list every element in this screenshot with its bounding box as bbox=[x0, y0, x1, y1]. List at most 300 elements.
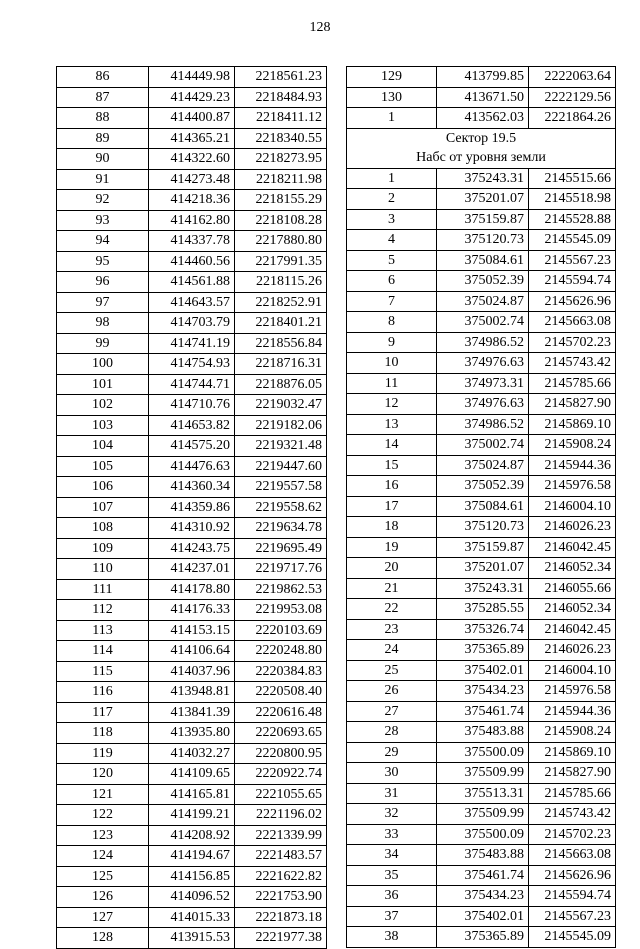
table-row bbox=[57, 661, 327, 682]
x-coordinate: 414310.92 bbox=[149, 518, 235, 539]
table-row bbox=[57, 231, 327, 252]
point-number: 126 bbox=[57, 887, 149, 908]
table-row bbox=[347, 230, 616, 251]
y-coordinate: 2219695.49 bbox=[235, 538, 327, 559]
x-coordinate: 414032.27 bbox=[149, 743, 235, 764]
x-coordinate: 414156.85 bbox=[149, 866, 235, 887]
y-coordinate: 2145944.36 bbox=[529, 455, 616, 476]
y-coordinate: 2145545.09 bbox=[529, 230, 616, 251]
point-number: 91 bbox=[57, 169, 149, 190]
y-coordinate: 2218155.29 bbox=[235, 190, 327, 211]
x-coordinate: 414400.87 bbox=[149, 108, 235, 129]
point-number: 7 bbox=[347, 291, 437, 312]
y-coordinate: 2218484.93 bbox=[235, 87, 327, 108]
table-row bbox=[57, 620, 327, 641]
y-coordinate: 2145626.96 bbox=[529, 865, 616, 886]
table-row bbox=[347, 701, 616, 722]
point-number: 6 bbox=[347, 271, 437, 292]
right-table-body bbox=[347, 67, 616, 948]
y-coordinate: 2145976.58 bbox=[529, 681, 616, 702]
x-coordinate: 414178.80 bbox=[149, 579, 235, 600]
point-number: 26 bbox=[347, 681, 437, 702]
y-coordinate: 2219717.76 bbox=[235, 559, 327, 580]
table-row bbox=[347, 189, 616, 210]
x-coordinate: 414162.80 bbox=[149, 210, 235, 231]
y-coordinate: 2145594.74 bbox=[529, 271, 616, 292]
table-row bbox=[347, 599, 616, 620]
y-coordinate: 2221055.65 bbox=[235, 784, 327, 805]
y-coordinate: 2145743.42 bbox=[529, 804, 616, 825]
y-coordinate: 2146004.10 bbox=[529, 496, 616, 517]
y-coordinate: 2219557.58 bbox=[235, 477, 327, 498]
x-coordinate: 374973.31 bbox=[437, 373, 529, 394]
point-number: 1 bbox=[347, 168, 437, 189]
x-coordinate: 414199.21 bbox=[149, 805, 235, 826]
table-row bbox=[57, 374, 327, 395]
x-coordinate: 375513.31 bbox=[437, 783, 529, 804]
x-coordinate: 414096.52 bbox=[149, 887, 235, 908]
y-coordinate: 2219032.47 bbox=[235, 395, 327, 416]
table-row bbox=[57, 436, 327, 457]
x-coordinate: 414176.33 bbox=[149, 600, 235, 621]
table-row bbox=[347, 517, 616, 538]
table-row bbox=[57, 579, 327, 600]
y-coordinate: 2221196.02 bbox=[235, 805, 327, 826]
table-row bbox=[57, 333, 327, 354]
table-row bbox=[347, 108, 616, 129]
y-coordinate: 2220508.40 bbox=[235, 682, 327, 703]
x-coordinate: 375243.31 bbox=[437, 578, 529, 599]
x-coordinate: 375243.31 bbox=[437, 168, 529, 189]
point-number: 114 bbox=[57, 641, 149, 662]
y-coordinate: 2145908.24 bbox=[529, 435, 616, 456]
table-row bbox=[57, 784, 327, 805]
x-coordinate: 414575.20 bbox=[149, 436, 235, 457]
table-row bbox=[57, 477, 327, 498]
table-row bbox=[57, 764, 327, 785]
point-number: 1 bbox=[347, 108, 437, 129]
table-row bbox=[57, 846, 327, 867]
left-table-body bbox=[57, 67, 327, 949]
point-number: 96 bbox=[57, 272, 149, 293]
y-coordinate: 2146004.10 bbox=[529, 660, 616, 681]
y-coordinate: 2145545.09 bbox=[529, 927, 616, 948]
table-row bbox=[347, 291, 616, 312]
y-coordinate: 2218273.95 bbox=[235, 149, 327, 170]
x-coordinate: 413915.53 bbox=[149, 928, 235, 949]
point-number: 9 bbox=[347, 332, 437, 353]
x-coordinate: 414218.36 bbox=[149, 190, 235, 211]
point-number: 30 bbox=[347, 763, 437, 784]
y-coordinate: 2218401.21 bbox=[235, 313, 327, 334]
y-coordinate: 2145594.74 bbox=[529, 886, 616, 907]
point-number: 97 bbox=[57, 292, 149, 313]
sector-header-row bbox=[347, 148, 616, 168]
point-number: 4 bbox=[347, 230, 437, 251]
x-coordinate: 375434.23 bbox=[437, 681, 529, 702]
y-coordinate: 2220800.95 bbox=[235, 743, 327, 764]
point-number: 3 bbox=[347, 209, 437, 230]
point-number: 15 bbox=[347, 455, 437, 476]
point-number: 118 bbox=[57, 723, 149, 744]
x-coordinate: 375285.55 bbox=[437, 599, 529, 620]
y-coordinate: 2219558.62 bbox=[235, 497, 327, 518]
x-coordinate: 414243.75 bbox=[149, 538, 235, 559]
x-coordinate: 375159.87 bbox=[437, 537, 529, 558]
x-coordinate: 414365.21 bbox=[149, 128, 235, 149]
point-number: 27 bbox=[347, 701, 437, 722]
x-coordinate: 414153.15 bbox=[149, 620, 235, 641]
x-coordinate: 375461.74 bbox=[437, 865, 529, 886]
table-row bbox=[347, 722, 616, 743]
x-coordinate: 414703.79 bbox=[149, 313, 235, 334]
y-coordinate: 2218340.55 bbox=[235, 128, 327, 149]
x-coordinate: 374986.52 bbox=[437, 332, 529, 353]
sector-subtitle: Набс от уровня земли bbox=[347, 148, 616, 168]
x-coordinate: 374976.63 bbox=[437, 353, 529, 374]
y-coordinate: 2218716.31 bbox=[235, 354, 327, 375]
y-coordinate: 2218211.98 bbox=[235, 169, 327, 190]
table-row bbox=[347, 496, 616, 517]
y-coordinate: 2145702.23 bbox=[529, 824, 616, 845]
y-coordinate: 2218411.12 bbox=[235, 108, 327, 129]
y-coordinate: 2145908.24 bbox=[529, 722, 616, 743]
x-coordinate: 375024.87 bbox=[437, 291, 529, 312]
y-coordinate: 2145567.23 bbox=[529, 906, 616, 927]
point-number: 95 bbox=[57, 251, 149, 272]
y-coordinate: 2218556.84 bbox=[235, 333, 327, 354]
x-coordinate: 414037.96 bbox=[149, 661, 235, 682]
x-coordinate: 375500.09 bbox=[437, 824, 529, 845]
table-row bbox=[57, 169, 327, 190]
y-coordinate: 2146042.45 bbox=[529, 619, 616, 640]
y-coordinate: 2146026.23 bbox=[529, 517, 616, 538]
point-number: 121 bbox=[57, 784, 149, 805]
x-coordinate: 414754.93 bbox=[149, 354, 235, 375]
point-number: 18 bbox=[347, 517, 437, 538]
y-coordinate: 2145626.96 bbox=[529, 291, 616, 312]
x-coordinate: 414653.82 bbox=[149, 415, 235, 436]
table-row bbox=[347, 886, 616, 907]
table-row bbox=[57, 87, 327, 108]
point-number: 113 bbox=[57, 620, 149, 641]
y-coordinate: 2219953.08 bbox=[235, 600, 327, 621]
point-number: 108 bbox=[57, 518, 149, 539]
point-number: 32 bbox=[347, 804, 437, 825]
point-number: 17 bbox=[347, 496, 437, 517]
x-coordinate: 375201.07 bbox=[437, 189, 529, 210]
point-number: 16 bbox=[347, 476, 437, 497]
point-number: 14 bbox=[347, 435, 437, 456]
point-number: 106 bbox=[57, 477, 149, 498]
y-coordinate: 2221873.18 bbox=[235, 907, 327, 928]
point-number: 120 bbox=[57, 764, 149, 785]
x-coordinate: 414359.86 bbox=[149, 497, 235, 518]
table-row bbox=[347, 373, 616, 394]
table-row bbox=[347, 87, 616, 108]
table-row bbox=[57, 313, 327, 334]
y-coordinate: 2145515.66 bbox=[529, 168, 616, 189]
table-row bbox=[57, 67, 327, 88]
y-coordinate: 2219321.48 bbox=[235, 436, 327, 457]
x-coordinate: 375326.74 bbox=[437, 619, 529, 640]
y-coordinate: 2145663.08 bbox=[529, 845, 616, 866]
y-coordinate: 2145944.36 bbox=[529, 701, 616, 722]
table-row bbox=[347, 209, 616, 230]
x-coordinate: 414015.33 bbox=[149, 907, 235, 928]
y-coordinate: 2220103.69 bbox=[235, 620, 327, 641]
x-coordinate: 414360.34 bbox=[149, 477, 235, 498]
point-number: 98 bbox=[57, 313, 149, 334]
table-row bbox=[57, 497, 327, 518]
x-coordinate: 414744.71 bbox=[149, 374, 235, 395]
x-coordinate: 375002.74 bbox=[437, 435, 529, 456]
table-row bbox=[57, 641, 327, 662]
table-row bbox=[347, 558, 616, 579]
x-coordinate: 414106.64 bbox=[149, 641, 235, 662]
point-number: 21 bbox=[347, 578, 437, 599]
point-number: 104 bbox=[57, 436, 149, 457]
table-row bbox=[57, 272, 327, 293]
point-number: 129 bbox=[347, 67, 437, 88]
point-number: 11 bbox=[347, 373, 437, 394]
point-number: 28 bbox=[347, 722, 437, 743]
y-coordinate: 2218561.23 bbox=[235, 67, 327, 88]
point-number: 22 bbox=[347, 599, 437, 620]
x-coordinate: 375402.01 bbox=[437, 906, 529, 927]
table-row bbox=[57, 825, 327, 846]
point-number: 125 bbox=[57, 866, 149, 887]
table-row bbox=[347, 906, 616, 927]
table-row bbox=[57, 928, 327, 949]
x-coordinate: 414429.23 bbox=[149, 87, 235, 108]
point-number: 12 bbox=[347, 394, 437, 415]
point-number: 37 bbox=[347, 906, 437, 927]
table-row bbox=[347, 742, 616, 763]
point-number: 25 bbox=[347, 660, 437, 681]
y-coordinate: 2220693.65 bbox=[235, 723, 327, 744]
x-coordinate: 413799.85 bbox=[437, 67, 529, 88]
y-coordinate: 2220248.80 bbox=[235, 641, 327, 662]
point-number: 2 bbox=[347, 189, 437, 210]
point-number: 123 bbox=[57, 825, 149, 846]
y-coordinate: 2146052.34 bbox=[529, 599, 616, 620]
table-row bbox=[57, 518, 327, 539]
table-row bbox=[57, 743, 327, 764]
x-coordinate: 375483.88 bbox=[437, 845, 529, 866]
table-row bbox=[57, 538, 327, 559]
x-coordinate: 414449.98 bbox=[149, 67, 235, 88]
page-number: 128 bbox=[309, 20, 331, 35]
point-number: 5 bbox=[347, 250, 437, 271]
point-number: 31 bbox=[347, 783, 437, 804]
y-coordinate: 2145743.42 bbox=[529, 353, 616, 374]
x-coordinate: 413935.80 bbox=[149, 723, 235, 744]
right-coordinates-table bbox=[346, 66, 616, 948]
table-row bbox=[57, 805, 327, 826]
y-coordinate: 2220922.74 bbox=[235, 764, 327, 785]
table-row bbox=[347, 394, 616, 415]
x-coordinate: 374986.52 bbox=[437, 414, 529, 435]
table-row bbox=[57, 600, 327, 621]
y-coordinate: 2219862.53 bbox=[235, 579, 327, 600]
table-row bbox=[347, 865, 616, 886]
y-coordinate: 2221339.99 bbox=[235, 825, 327, 846]
y-coordinate: 2145663.08 bbox=[529, 312, 616, 333]
y-coordinate: 2222129.56 bbox=[529, 87, 616, 108]
y-coordinate: 2218876.05 bbox=[235, 374, 327, 395]
table-row bbox=[57, 682, 327, 703]
table-row bbox=[57, 251, 327, 272]
y-coordinate: 2220384.83 bbox=[235, 661, 327, 682]
y-coordinate: 2217880.80 bbox=[235, 231, 327, 252]
x-coordinate: 375402.01 bbox=[437, 660, 529, 681]
y-coordinate: 2146055.66 bbox=[529, 578, 616, 599]
x-coordinate: 414165.81 bbox=[149, 784, 235, 805]
point-number: 94 bbox=[57, 231, 149, 252]
y-coordinate: 2145785.66 bbox=[529, 783, 616, 804]
table-row bbox=[57, 456, 327, 477]
x-coordinate: 414741.19 bbox=[149, 333, 235, 354]
table-row bbox=[347, 537, 616, 558]
point-number: 20 bbox=[347, 558, 437, 579]
x-coordinate: 414476.63 bbox=[149, 456, 235, 477]
table-row bbox=[57, 866, 327, 887]
point-number: 34 bbox=[347, 845, 437, 866]
y-coordinate: 2219182.06 bbox=[235, 415, 327, 436]
table-row bbox=[347, 619, 616, 640]
y-coordinate: 2219447.60 bbox=[235, 456, 327, 477]
x-coordinate: 375084.61 bbox=[437, 250, 529, 271]
table-row bbox=[347, 435, 616, 456]
point-number: 128 bbox=[57, 928, 149, 949]
x-coordinate: 375483.88 bbox=[437, 722, 529, 743]
table-row bbox=[347, 455, 616, 476]
x-coordinate: 375461.74 bbox=[437, 701, 529, 722]
sector-header-row bbox=[347, 128, 616, 148]
x-coordinate: 375365.89 bbox=[437, 927, 529, 948]
x-coordinate: 375509.99 bbox=[437, 804, 529, 825]
point-number: 99 bbox=[57, 333, 149, 354]
y-coordinate: 2145827.90 bbox=[529, 394, 616, 415]
table-row bbox=[57, 210, 327, 231]
x-coordinate: 374976.63 bbox=[437, 394, 529, 415]
x-coordinate: 414109.65 bbox=[149, 764, 235, 785]
x-coordinate: 375052.39 bbox=[437, 271, 529, 292]
point-number: 89 bbox=[57, 128, 149, 149]
table-row bbox=[57, 149, 327, 170]
x-coordinate: 414194.67 bbox=[149, 846, 235, 867]
table-row bbox=[57, 559, 327, 580]
x-coordinate: 375434.23 bbox=[437, 886, 529, 907]
x-coordinate: 375084.61 bbox=[437, 496, 529, 517]
y-coordinate: 2145869.10 bbox=[529, 414, 616, 435]
point-number: 36 bbox=[347, 886, 437, 907]
table-row bbox=[347, 168, 616, 189]
table-row bbox=[57, 723, 327, 744]
y-coordinate: 2218252.91 bbox=[235, 292, 327, 313]
point-number: 115 bbox=[57, 661, 149, 682]
x-coordinate: 375159.87 bbox=[437, 209, 529, 230]
x-coordinate: 413841.39 bbox=[149, 702, 235, 723]
x-coordinate: 414208.92 bbox=[149, 825, 235, 846]
point-number: 24 bbox=[347, 640, 437, 661]
point-number: 13 bbox=[347, 414, 437, 435]
y-coordinate: 2145567.23 bbox=[529, 250, 616, 271]
point-number: 23 bbox=[347, 619, 437, 640]
table-row bbox=[57, 108, 327, 129]
point-number: 110 bbox=[57, 559, 149, 580]
x-coordinate: 414322.60 bbox=[149, 149, 235, 170]
table-row bbox=[347, 312, 616, 333]
table-row bbox=[347, 783, 616, 804]
point-number: 117 bbox=[57, 702, 149, 723]
x-coordinate: 375201.07 bbox=[437, 558, 529, 579]
table-row bbox=[347, 681, 616, 702]
table-row bbox=[57, 292, 327, 313]
x-coordinate: 414273.48 bbox=[149, 169, 235, 190]
y-coordinate: 2146026.23 bbox=[529, 640, 616, 661]
table-row bbox=[347, 640, 616, 661]
point-number: 124 bbox=[57, 846, 149, 867]
table-row bbox=[57, 907, 327, 928]
y-coordinate: 2146042.45 bbox=[529, 537, 616, 558]
x-coordinate: 413671.50 bbox=[437, 87, 529, 108]
x-coordinate: 375365.89 bbox=[437, 640, 529, 661]
x-coordinate: 375052.39 bbox=[437, 476, 529, 497]
point-number: 102 bbox=[57, 395, 149, 416]
point-number: 127 bbox=[57, 907, 149, 928]
table-row bbox=[57, 887, 327, 908]
table-row bbox=[57, 190, 327, 211]
y-coordinate: 2222063.64 bbox=[529, 67, 616, 88]
y-coordinate: 2145976.58 bbox=[529, 476, 616, 497]
x-coordinate: 414643.57 bbox=[149, 292, 235, 313]
y-coordinate: 2145785.66 bbox=[529, 373, 616, 394]
point-number: 35 bbox=[347, 865, 437, 886]
x-coordinate: 414337.78 bbox=[149, 231, 235, 252]
table-row bbox=[57, 354, 327, 375]
table-row bbox=[57, 702, 327, 723]
y-coordinate: 2145827.90 bbox=[529, 763, 616, 784]
y-coordinate: 2221753.90 bbox=[235, 887, 327, 908]
y-coordinate: 2221864.26 bbox=[529, 108, 616, 129]
table-row bbox=[57, 128, 327, 149]
table-row bbox=[57, 395, 327, 416]
y-coordinate: 2221977.38 bbox=[235, 928, 327, 949]
y-coordinate: 2218108.28 bbox=[235, 210, 327, 231]
point-number: 19 bbox=[347, 537, 437, 558]
table-row bbox=[347, 927, 616, 948]
point-number: 122 bbox=[57, 805, 149, 826]
y-coordinate: 2221622.82 bbox=[235, 866, 327, 887]
table-row bbox=[347, 660, 616, 681]
x-coordinate: 414710.76 bbox=[149, 395, 235, 416]
y-coordinate: 2220616.48 bbox=[235, 702, 327, 723]
table-row bbox=[347, 578, 616, 599]
table-row bbox=[347, 250, 616, 271]
point-number: 109 bbox=[57, 538, 149, 559]
table-row bbox=[347, 476, 616, 497]
point-number: 100 bbox=[57, 354, 149, 375]
x-coordinate: 375120.73 bbox=[437, 517, 529, 538]
y-coordinate: 2217991.35 bbox=[235, 251, 327, 272]
point-number: 107 bbox=[57, 497, 149, 518]
sector-title: Сектор 19.5 bbox=[347, 128, 616, 148]
x-coordinate: 375509.99 bbox=[437, 763, 529, 784]
x-coordinate: 413562.03 bbox=[437, 108, 529, 129]
x-coordinate: 375120.73 bbox=[437, 230, 529, 251]
